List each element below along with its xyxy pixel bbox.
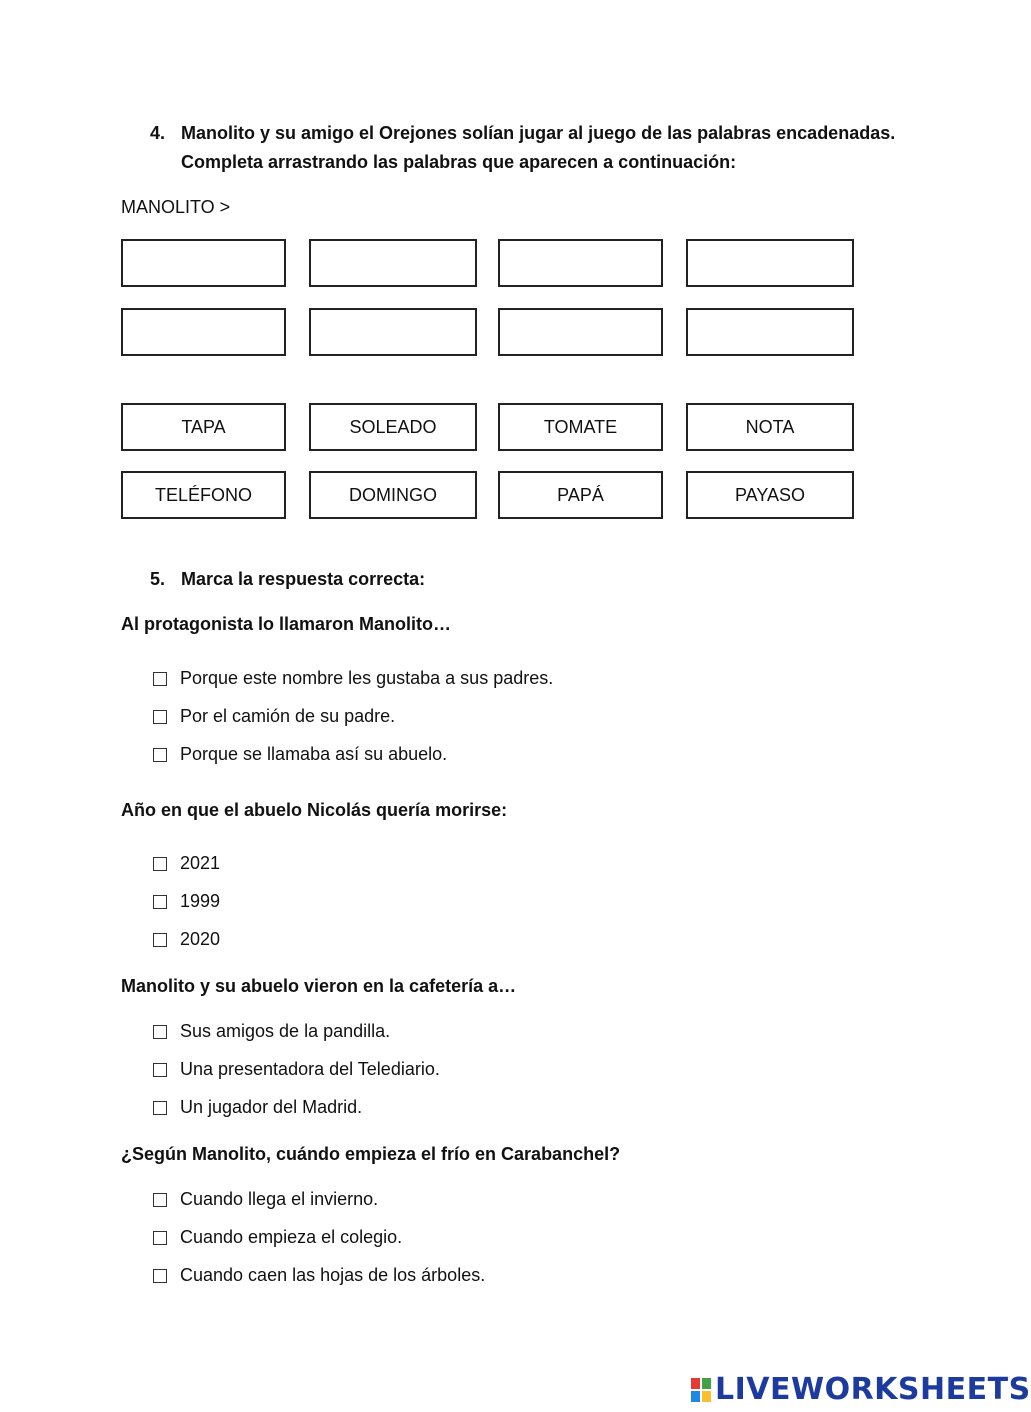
question-5-title: Marca la respuesta correcta:: [181, 569, 426, 589]
option-label: Por el camión de su padre.: [180, 706, 396, 726]
word-tile[interactable]: TELÉFONO: [121, 471, 286, 519]
question-number: 4.: [150, 123, 166, 143]
answer-option[interactable]: [153, 1189, 378, 1210]
question-4-line2: Completa arrastrando las palabras que aparecen a continuación:: [181, 152, 737, 172]
logo-mark-icon: [690, 1377, 712, 1403]
checkbox-icon[interactable]: [153, 672, 167, 686]
answer-option[interactable]: [153, 706, 395, 727]
option-label: Porque se llamaba así su abuelo.: [180, 744, 448, 764]
answer-option[interactable]: [153, 1059, 440, 1080]
option-label: 1999: [180, 891, 221, 911]
word-tile[interactable]: NOTA: [686, 403, 854, 451]
option-label: Cuando caen las hojas de los árboles.: [180, 1265, 486, 1285]
liveworksheets-logo: [690, 1372, 1031, 1407]
question-4-line1: Manolito y su amigo el Orejones solían jugar al juego de las palabras encadenadas.: [181, 123, 896, 143]
word-tile[interactable]: TAPA: [121, 403, 286, 451]
word-tile[interactable]: SOLEADO: [309, 403, 477, 451]
checkbox-icon[interactable]: [153, 748, 167, 762]
option-label: Porque este nombre les gustaba a sus padres.: [180, 668, 554, 688]
logo-tile: [690, 1377, 701, 1390]
drop-box-2[interactable]: [309, 239, 477, 287]
question-number: 5.: [150, 569, 166, 589]
drop-box-5[interactable]: [121, 308, 286, 356]
question-prompt: Al protagonista lo llamaron Manolito…: [121, 614, 452, 634]
logo-tile: [701, 1377, 712, 1390]
question-prompt: Manolito y su abuelo vieron en la cafetería a…: [121, 976, 517, 996]
logo-tile: [690, 1390, 701, 1403]
answer-option[interactable]: [153, 929, 220, 950]
checkbox-icon[interactable]: [153, 1063, 167, 1077]
start-word: MANOLITO >: [121, 197, 231, 217]
question-4-heading: [150, 119, 895, 177]
checkbox-icon[interactable]: [153, 1101, 167, 1115]
checkbox-icon[interactable]: [153, 1193, 167, 1207]
question-5-heading: [150, 565, 425, 594]
option-label: 2020: [180, 929, 221, 949]
question-prompt: Año en que el abuelo Nicolás quería morirse:: [121, 800, 508, 820]
drop-box-3[interactable]: [498, 239, 663, 287]
answer-option[interactable]: [153, 1021, 390, 1042]
answer-option[interactable]: [153, 891, 220, 912]
checkbox-icon[interactable]: [153, 895, 167, 909]
word-tile[interactable]: DOMINGO: [309, 471, 477, 519]
answer-option[interactable]: [153, 1097, 362, 1118]
answer-option[interactable]: [153, 1265, 485, 1286]
drop-box-6[interactable]: [309, 308, 477, 356]
checkbox-icon[interactable]: [153, 1269, 167, 1283]
logo-tile: [701, 1390, 712, 1403]
drop-box-7[interactable]: [498, 308, 663, 356]
drop-box-1[interactable]: [121, 239, 286, 287]
option-label: 2021: [180, 853, 221, 873]
checkbox-icon[interactable]: [153, 710, 167, 724]
answer-option[interactable]: [153, 744, 447, 765]
option-label: Cuando empieza el colegio.: [180, 1227, 403, 1247]
word-tile[interactable]: TOMATE: [498, 403, 663, 451]
answer-option[interactable]: [153, 1227, 402, 1248]
checkbox-icon[interactable]: [153, 1231, 167, 1245]
option-label: Una presentadora del Telediario.: [180, 1059, 440, 1079]
word-tile[interactable]: PAYASO: [686, 471, 854, 519]
logo-text: LIVEWORKSHEETS: [715, 1372, 1031, 1407]
drop-box-4[interactable]: [686, 239, 854, 287]
option-label: Un jugador del Madrid.: [180, 1097, 363, 1117]
answer-option[interactable]: [153, 853, 220, 874]
option-label: Sus amigos de la pandilla.: [180, 1021, 391, 1041]
checkbox-icon[interactable]: [153, 1025, 167, 1039]
drop-box-8[interactable]: [686, 308, 854, 356]
checkbox-icon[interactable]: [153, 857, 167, 871]
answer-option[interactable]: [153, 668, 553, 689]
option-label: Cuando llega el invierno.: [180, 1189, 379, 1209]
question-prompt: ¿Según Manolito, cuándo empieza el frío en Carabanchel?: [121, 1144, 621, 1164]
checkbox-icon[interactable]: [153, 933, 167, 947]
word-tile[interactable]: PAPÁ: [498, 471, 663, 519]
